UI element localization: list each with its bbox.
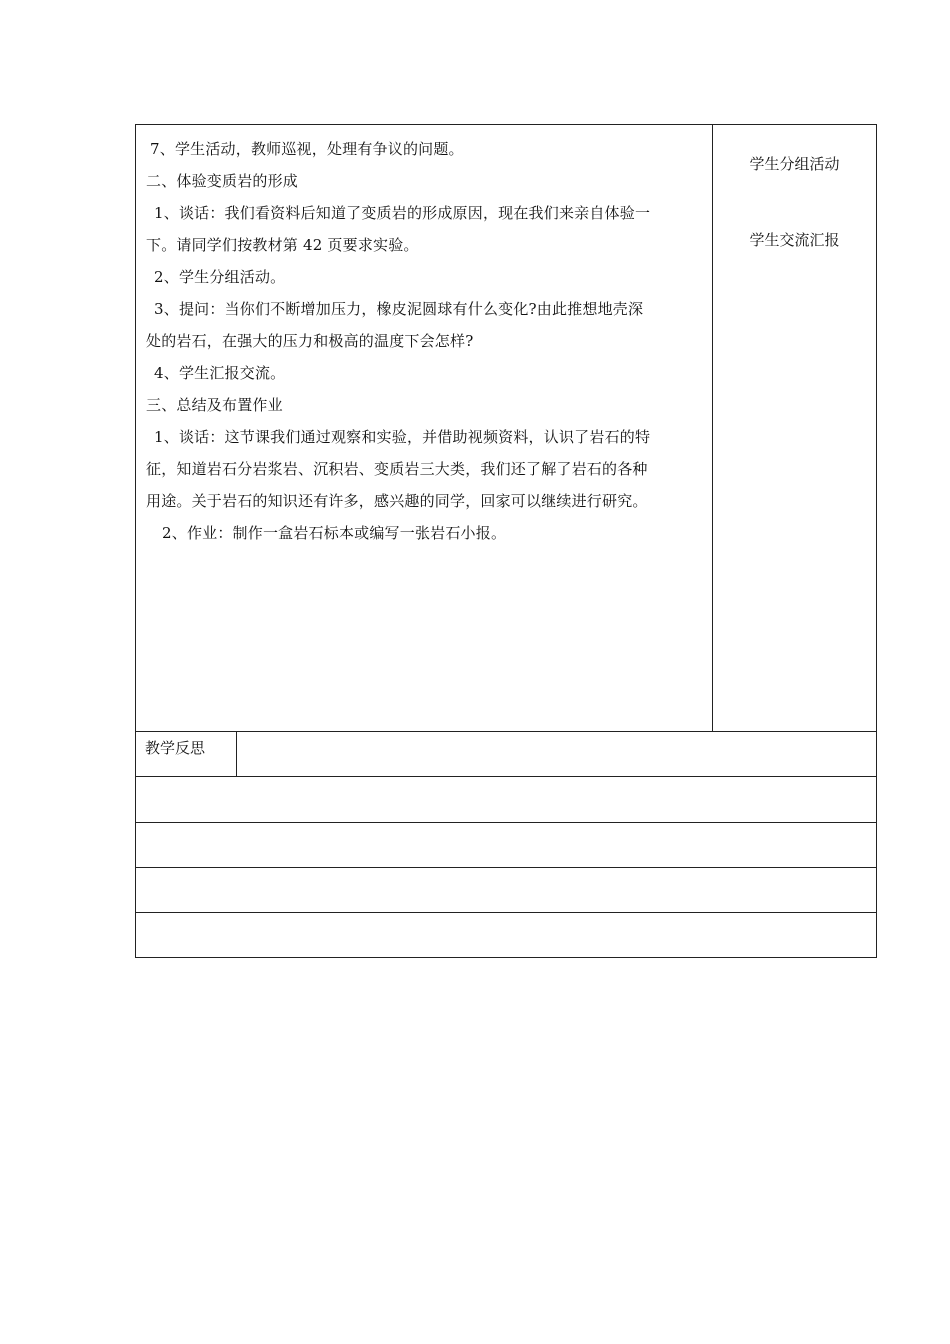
lesson-steps-cell [136, 125, 713, 731]
note-group-activity: 学生分组活动 [749, 155, 840, 173]
student-activity-cell [713, 125, 876, 731]
lesson-line-13: 2、作业：制作一盒岩石标本或编写一张岩石小报。 [162, 524, 507, 542]
lesson-line-3: 1、谈话：我们看资料后知道了变质岩的形成原因，现在我们来亲自体验一 [154, 204, 651, 222]
lesson-line-10: 1、谈话：这节课我们通过观察和实验，并借助视频资料，认识了岩石的特 [154, 428, 651, 446]
lesson-line-8: 4、学生汇报交流。 [154, 364, 286, 382]
lesson-section-heading-3: 三、总结及布置作业 [146, 396, 283, 414]
reflection-blank-row-4 [135, 912, 877, 958]
reflection-row [135, 731, 877, 777]
reflection-blank-row-3 [135, 867, 877, 913]
reflection-blank-row-2 [135, 822, 877, 868]
reflection-blank-row-1 [135, 777, 877, 823]
lesson-line-6: 3、提问：当你们不断增加压力，橡皮泥圆球有什么变化?由此推想地壳深 [154, 300, 644, 318]
lesson-line-12: 用途。关于岩石的知识还有许多，感兴趣的同学，回家可以继续进行研究。 [146, 492, 648, 510]
lesson-process-table [135, 124, 877, 732]
note-exchange-report: 学生交流汇报 [749, 231, 840, 249]
lesson-line-1: 7、学生活动，教师巡视，处理有争议的问题。 [150, 140, 464, 158]
lesson-line-7: 处的岩石，在强大的压力和极高的温度下会怎样? [146, 332, 474, 350]
lesson-line-11: 征，知道岩石分岩浆岩、沉积岩、变质岩三大类，我们还了解了岩石的各种 [146, 460, 648, 478]
lesson-section-heading-2: 二、体验变质岩的形成 [146, 172, 299, 190]
lesson-line-4: 下。请同学们按教材第 42 页要求实验。 [146, 236, 419, 254]
lesson-line-5: 2、学生分组活动。 [154, 268, 286, 286]
reflection-label: 教学反思 [136, 732, 237, 776]
